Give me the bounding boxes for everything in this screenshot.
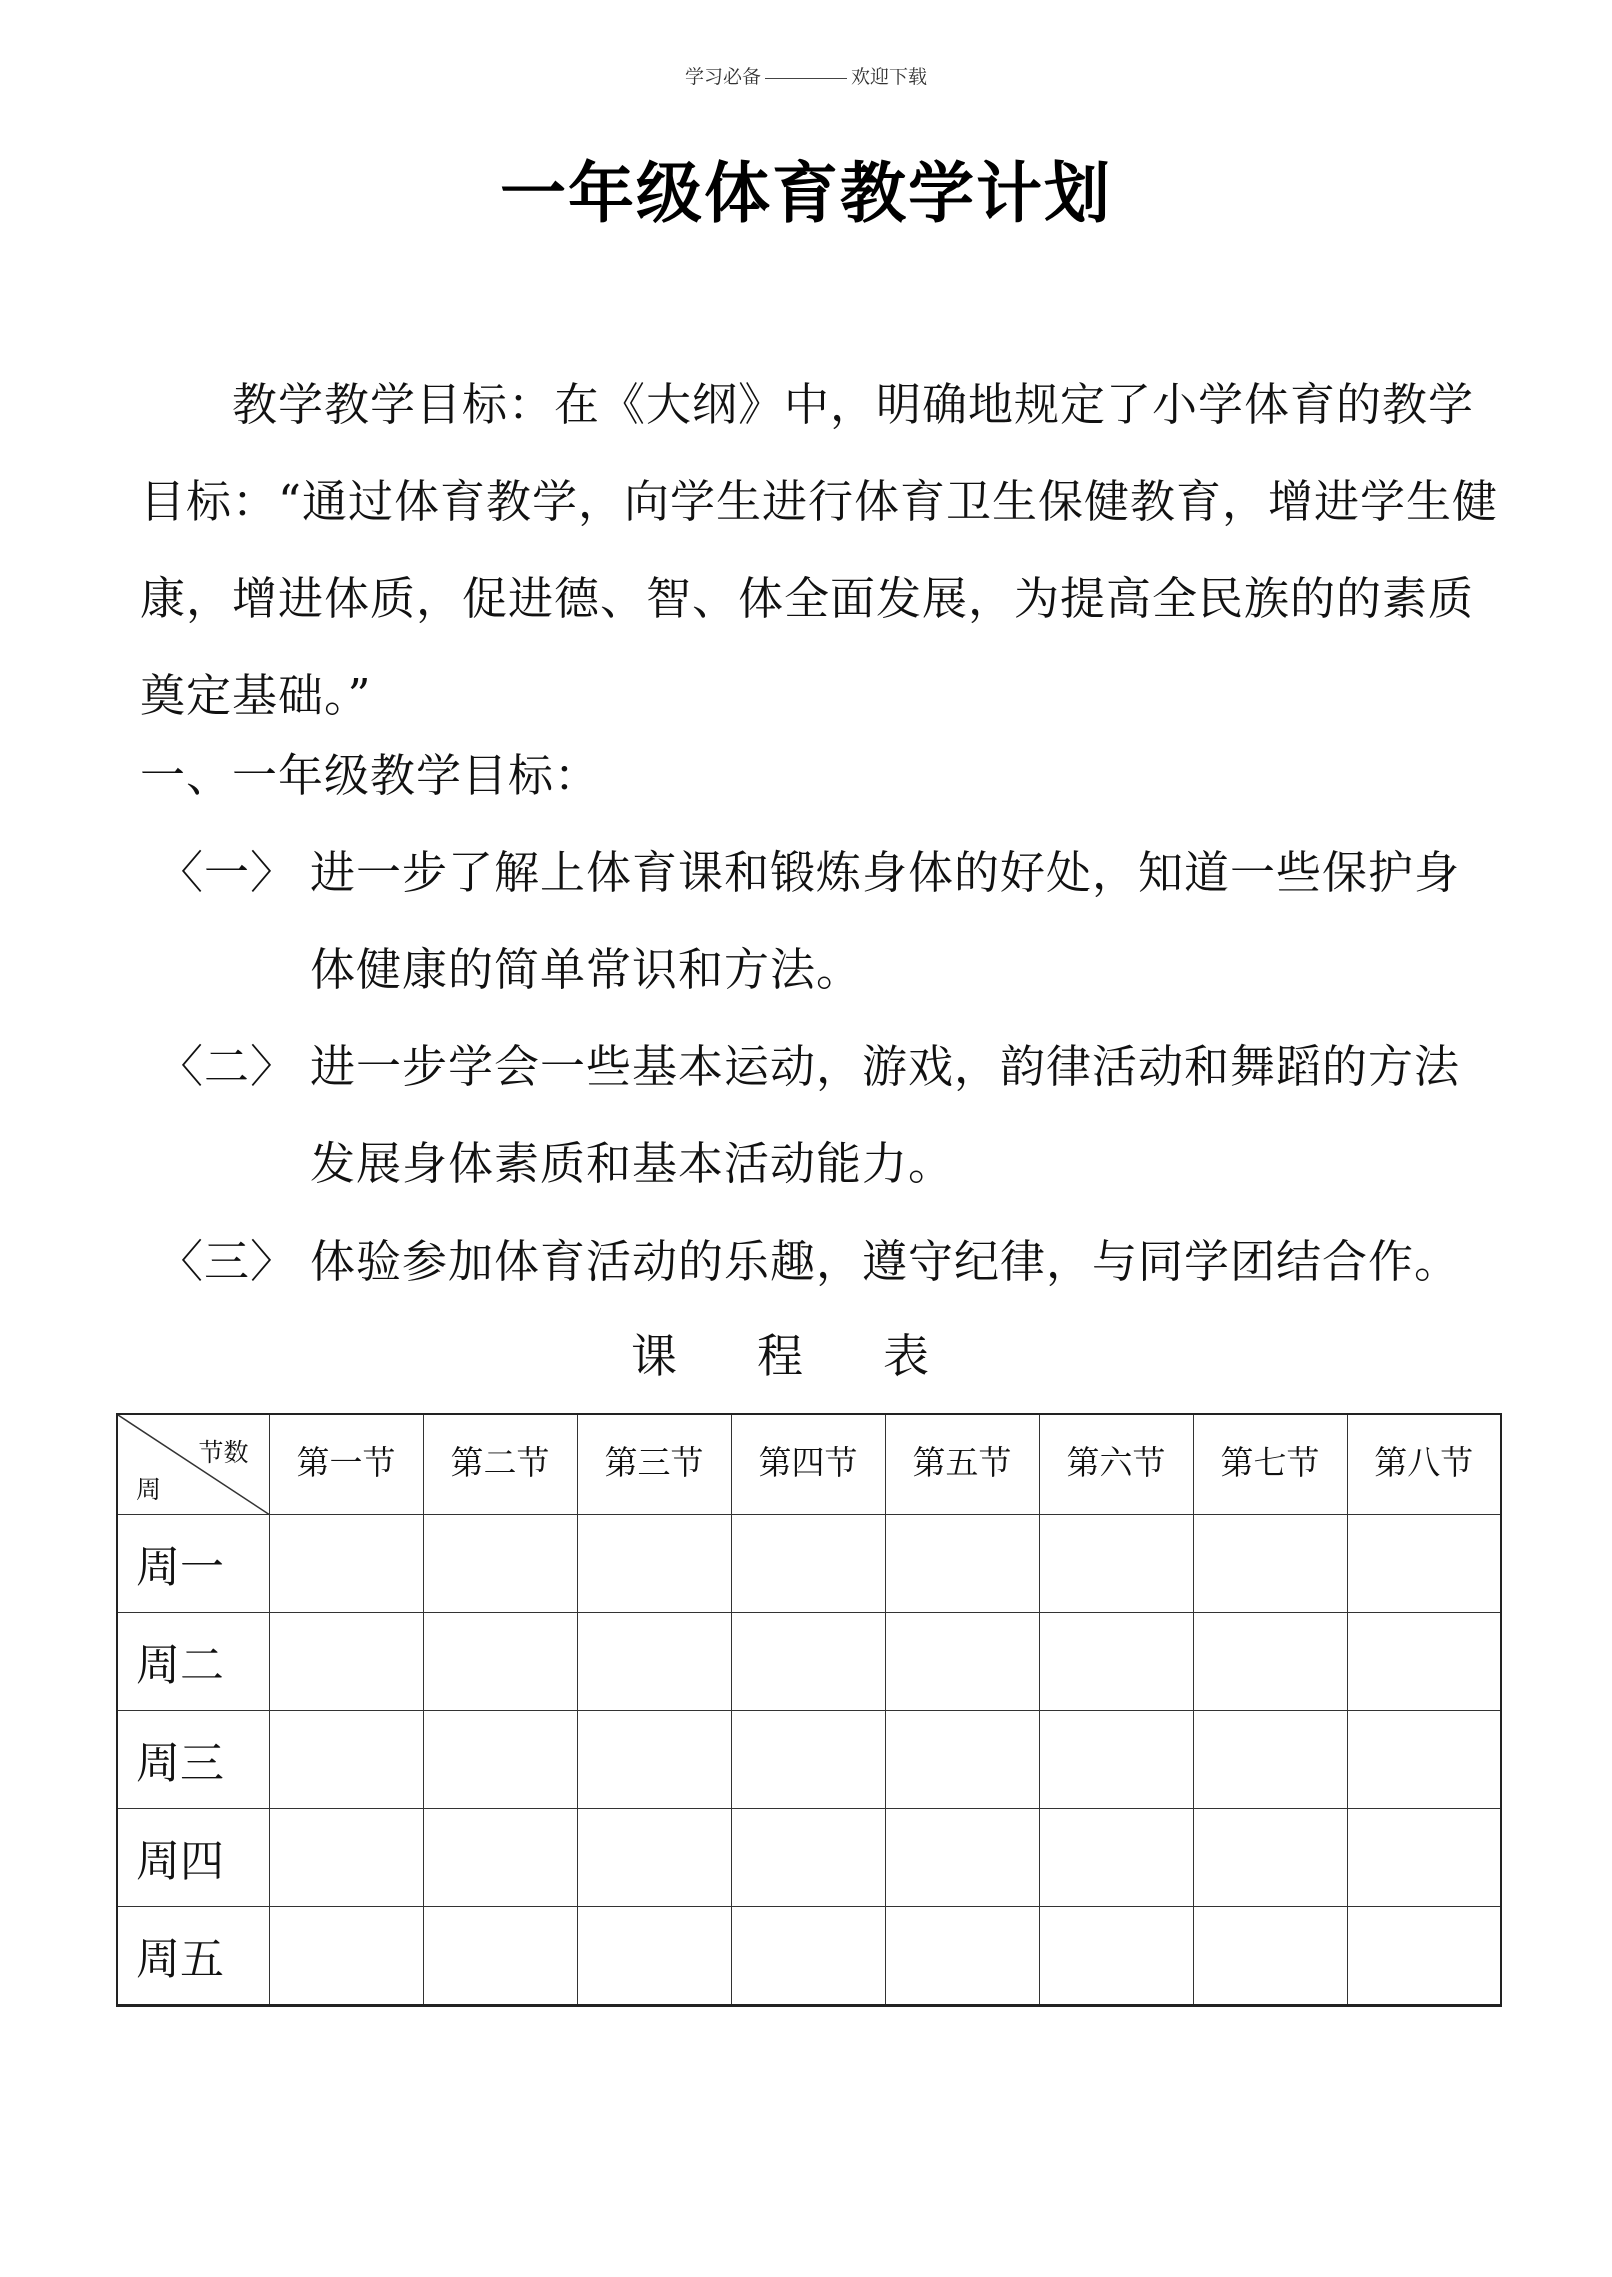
period-header: 第五节 bbox=[885, 1414, 1039, 1514]
schedule-cell bbox=[885, 1906, 1039, 2005]
day-label: 周五 bbox=[117, 1906, 269, 2005]
schedule-cell bbox=[885, 1514, 1039, 1612]
schedule-cell bbox=[269, 1710, 423, 1808]
schedule-cell bbox=[577, 1514, 731, 1612]
schedule-cell bbox=[1193, 1710, 1347, 1808]
schedule-cell bbox=[423, 1808, 577, 1906]
schedule-cell bbox=[577, 1710, 731, 1808]
page-header bbox=[0, 62, 1612, 89]
schedule-cell bbox=[1039, 1808, 1193, 1906]
schedule-cell bbox=[577, 1906, 731, 2005]
schedule-cell bbox=[731, 1710, 885, 1808]
goal-text bbox=[310, 824, 1510, 1018]
schedule-row bbox=[117, 1612, 1501, 1710]
schedule-cell bbox=[885, 1612, 1039, 1710]
goal-line: 体验参加体育活动的乐趣，遵守纪律，与同学团结合作。 bbox=[310, 1235, 1461, 1288]
schedule-cell bbox=[1039, 1710, 1193, 1808]
schedule-cell bbox=[1039, 1612, 1193, 1710]
goal-text bbox=[310, 1213, 1510, 1310]
schedule-row bbox=[117, 1906, 1501, 2005]
day-label: 周二 bbox=[117, 1612, 269, 1710]
schedule-cell bbox=[731, 1808, 885, 1906]
schedule-cell bbox=[1347, 1808, 1501, 1906]
schedule-row bbox=[117, 1808, 1501, 1906]
intro-paragraph: 教学教学目标：在《大纲》中，明确地规定了小学体育的教学目标：“通过体育教学，向学生进行体育卫生保健教育，增进学生健康，增进体质，促进德、智、体全面发展，为提高全民族的的素质奠定基础。” bbox=[140, 378, 1499, 722]
goal-marker: 〈一〉 bbox=[158, 846, 297, 899]
schedule-cell bbox=[1347, 1514, 1501, 1612]
schedule-cell bbox=[731, 1612, 885, 1710]
goal-marker: 〈二〉 bbox=[158, 1040, 297, 1093]
schedule-table bbox=[116, 1413, 1502, 2007]
schedule-cell bbox=[1193, 1906, 1347, 2005]
schedule-cell bbox=[269, 1808, 423, 1906]
goal-text bbox=[310, 1018, 1510, 1212]
schedule-cell bbox=[423, 1710, 577, 1808]
schedule-cell bbox=[885, 1808, 1039, 1906]
corner-day-label: 周 bbox=[136, 1474, 162, 1504]
period-header: 第四节 bbox=[731, 1414, 885, 1514]
schedule-cell bbox=[1039, 1514, 1193, 1612]
schedule-cell bbox=[731, 1906, 885, 2005]
corner-period-label: 节数 bbox=[198, 1438, 249, 1467]
period-header: 第一节 bbox=[269, 1414, 423, 1514]
schedule-cell bbox=[1193, 1808, 1347, 1906]
period-header: 第三节 bbox=[577, 1414, 731, 1514]
schedule-cell bbox=[423, 1514, 577, 1612]
header-right-text: 欢迎下载 bbox=[851, 66, 928, 88]
document-title: 一年级体育教学计划 bbox=[500, 155, 1112, 232]
period-header: 第二节 bbox=[423, 1414, 577, 1514]
schedule-cell bbox=[1347, 1710, 1501, 1808]
goal-line: 发展身体素质和基本活动能力。 bbox=[310, 1137, 955, 1190]
day-label: 周四 bbox=[117, 1808, 269, 1906]
schedule-cell bbox=[269, 1906, 423, 2005]
schedule-cell bbox=[1347, 1612, 1501, 1710]
schedule-cell bbox=[423, 1906, 577, 2005]
period-header: 第八节 bbox=[1347, 1414, 1501, 1514]
schedule-cell bbox=[1193, 1514, 1347, 1612]
schedule-cell bbox=[1347, 1906, 1501, 2005]
day-label: 周一 bbox=[117, 1514, 269, 1612]
schedule-cell bbox=[885, 1710, 1039, 1808]
schedule-row bbox=[117, 1514, 1501, 1612]
goal-line: 体健康的简单常识和方法。 bbox=[310, 943, 863, 996]
schedule-cell bbox=[423, 1612, 577, 1710]
schedule-cell bbox=[269, 1514, 423, 1612]
schedule-corner-cell bbox=[117, 1414, 269, 1514]
period-header: 第七节 bbox=[1193, 1414, 1347, 1514]
schedule-header-row bbox=[117, 1414, 1501, 1514]
schedule-cell bbox=[577, 1612, 731, 1710]
schedule-cell bbox=[1193, 1612, 1347, 1710]
schedule-cell bbox=[731, 1514, 885, 1612]
schedule-cell bbox=[269, 1612, 423, 1710]
schedule-row bbox=[117, 1710, 1501, 1808]
schedule-cell bbox=[1039, 1906, 1193, 2005]
schedule-caption: 课程表 bbox=[631, 1329, 1009, 1383]
period-header: 第六节 bbox=[1039, 1414, 1193, 1514]
goal-marker: 〈三〉 bbox=[158, 1235, 297, 1288]
goal-line: 进一步学会一些基本运动，游戏，韵律活动和舞蹈的方法 bbox=[310, 1040, 1461, 1093]
day-label: 周三 bbox=[117, 1710, 269, 1808]
header-left-text: 学习必备 bbox=[684, 66, 761, 88]
header-rule bbox=[765, 78, 847, 79]
goal-line: 进一步了解上体育课和锻炼身体的好处，知道一些保护身 bbox=[310, 846, 1461, 899]
schedule-cell bbox=[577, 1808, 731, 1906]
section-heading: 一、一年级教学目标： bbox=[140, 749, 601, 802]
